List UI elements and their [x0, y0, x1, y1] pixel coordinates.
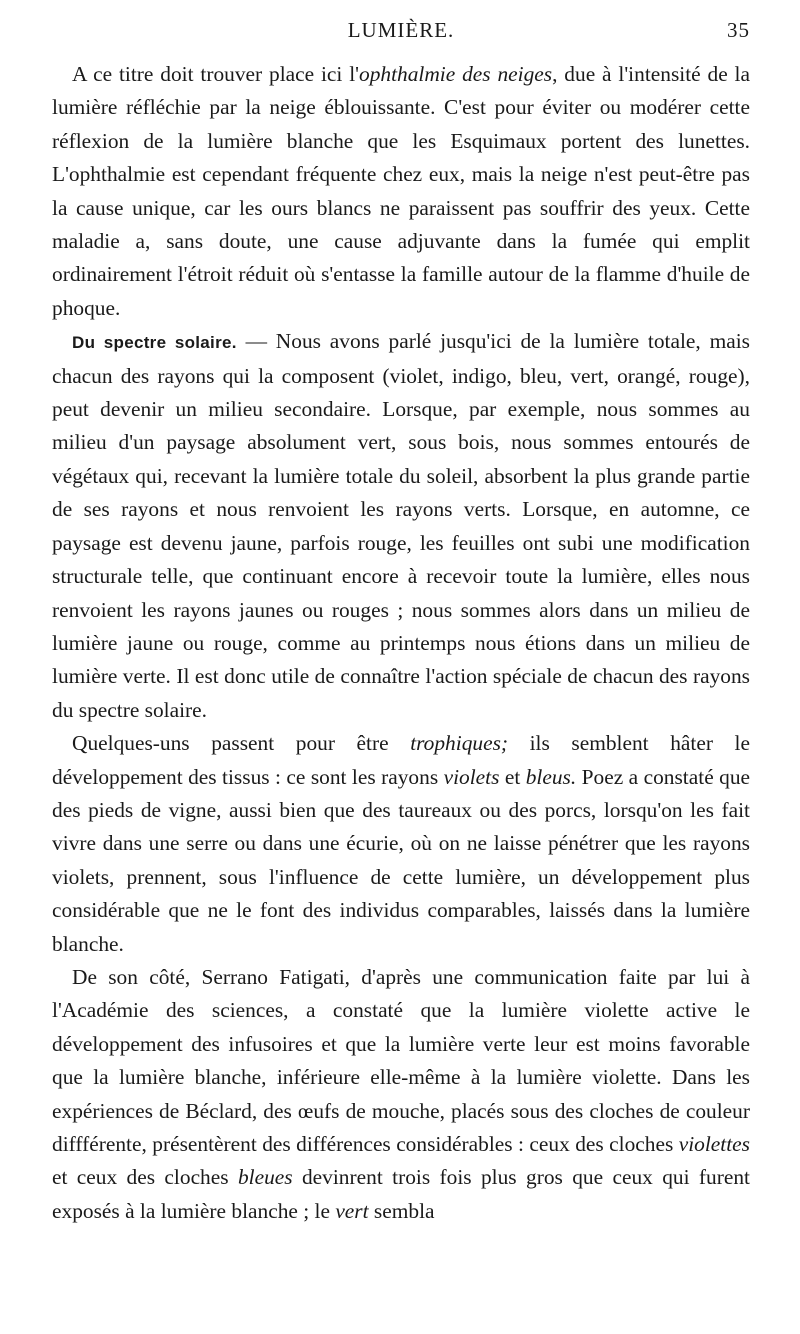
text-run: , due à l'intensité de la lumière réfléchie par la neige éblouissante. C'est pour éviter ou modérer cette réflexion de la lumière blanche que les Esquimaux portent des lunettes. L'ophthalmie est cependant fréquente chez eux, mais la neige n'est peut-être pas la cause unique, car les ours blancs ne paraissent pas souffrir des yeux. Cette maladie a, sans doute, une cause adjuvante dans la fumée qui emplit ordinairement l'étroit réduit où s'entasse la famille autour de la flamme d'huile de phoque. [52, 62, 750, 320]
text-run: ils semblent hâter le développement des tissus : ce sont les rayons [52, 731, 750, 789]
book-page [52, 18, 750, 1228]
italic-term: trophiques; [410, 731, 509, 756]
text-run: et [499, 764, 526, 789]
italic-term: violettes [678, 1132, 750, 1156]
paragraph [52, 58, 750, 325]
text-run: Quelques-uns passent pour être [72, 731, 411, 756]
italic-term: violets [443, 764, 500, 789]
italic-term: bleus. [525, 764, 577, 789]
text-run: — Nous avons parlé jusqu'ici de la lumière totale, mais chacun des rayons qui la composent (violet, indigo, bleu, vert, orangé, rouge), peut devenir un milieu secondaire. Lorsque, par exemple, nous sommes au milieu d'un paysage absolument vert, sous bois, nous sommes entourés de végétaux qui, recevant la lumière totale du soleil, absorbent la plus grande partie de ses rayons et nous renvoient les rayons verts. Lorsque, en automne, ce paysage est devenu jaune, parfois rouge, les feuilles ont subi une modification structurale telle, que continuant encore à recevoir toute la lumière, elles nous renvoient les rayons jaunes ou rouges ; nous sommes alors dans un milieu de lumière jaune ou rouge, comme au printemps nous étions dans un milieu de lumière verte. Il est donc utile de connaître l'action spéciale de chacun des rayons du spectre solaire. [52, 329, 750, 722]
text-run: et ceux des cloches [52, 1165, 238, 1190]
running-title: LUMIÈRE. [347, 18, 455, 42]
text-run: Poez a constaté que des pieds de vigne, aussi bien que des taureaux ou des porcs, lorsqu'on les fait vivre dans une serre ou dans une écurie, où on ne laisse pénétrer que les rayons violets, prennent, sous l'influence de cette lumière, un développement plus considérable que ne le font des individus comparables, laissés dans la lumière blanche. [52, 764, 751, 956]
italic-term: vert [335, 1198, 369, 1223]
text-run: De son côté, Serrano Fatigati, d'après une communication faite par lui à l'Académie des sciences, a constaté que la lumière violette active le développement des infusoires et que la lumière verte leur est moins favorable que la lumière blanche, inférieure elle-même à la lumière violette. Dans les expériences de Béclard, des œufs de mouche, placés sous des cloches de couleur diffférente, présentèrent des différences considérables : ceux des cloches [52, 964, 750, 1156]
text-run: devinrent trois fois plus gros que ceux qui furent exposés à la lumière blanche ; le [52, 1165, 750, 1223]
paragraph [52, 325, 750, 727]
page-number: 35 [727, 18, 750, 42]
running-head [52, 18, 750, 58]
body-text [52, 58, 750, 1228]
italic-term: bleues [237, 1165, 293, 1190]
paragraph [52, 961, 750, 1228]
paragraph [52, 727, 750, 961]
text-run: sembla [368, 1198, 435, 1223]
italic-term: ophthalmie des neiges [359, 62, 553, 86]
section-heading: Du spectre solaire. [72, 333, 237, 353]
text-run: A ce titre doit trouver place ici l' [72, 62, 359, 86]
